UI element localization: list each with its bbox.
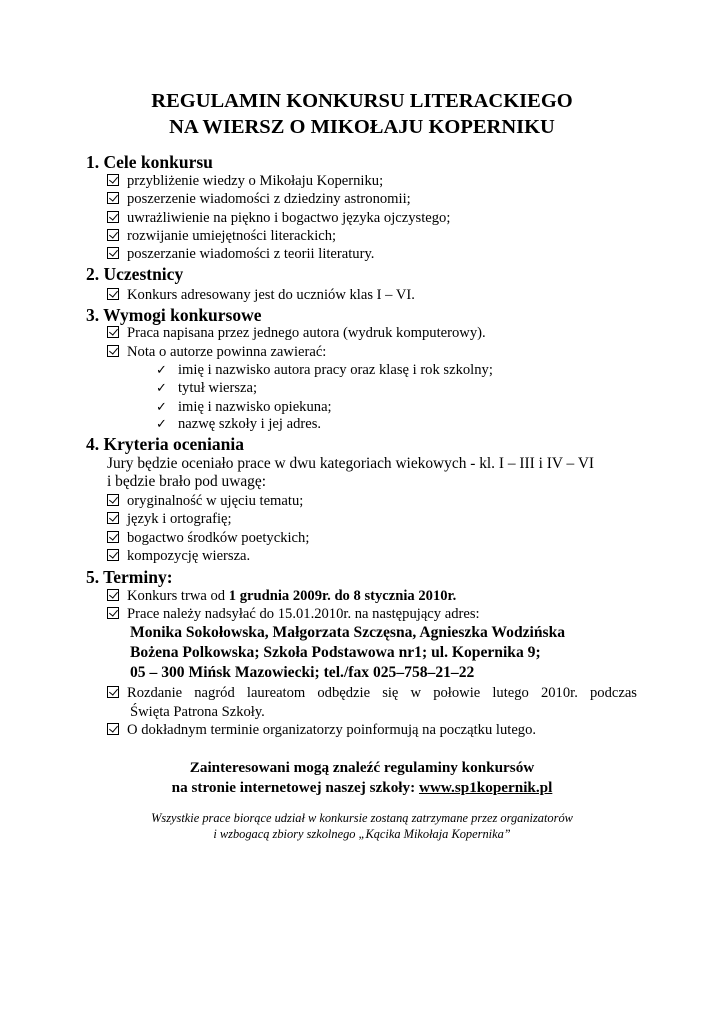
list-item: kompozycję wiersza. (107, 547, 250, 565)
footer-note-line-2: i wzbogacą zbiory szkolnego „Kącika Mikołaja Kopernika” (213, 827, 511, 841)
footer-note-line-1: Wszystkie prace biorące udział w konkursie zostaną zatrzymane przez organizatorów (151, 811, 573, 825)
list-item: Konkurs adresowany jest do uczniów klas I – VI. (107, 286, 415, 304)
sub-list-item: ✓ imię i nazwisko opiekuna; (156, 399, 332, 415)
footer-line-1: Zainteresowani mogą znaleźć regulaminy konkursów (189, 759, 535, 776)
list-item: uwrażliwienie na piękno i bogactwo języka ojczystego; (107, 209, 450, 227)
list-item: poszerzanie wiadomości z teorii literatury. (107, 245, 374, 263)
checkbox-checked-icon (107, 512, 119, 524)
award-ceremony-continuation: Święta Patrona Szkoły. (130, 704, 265, 720)
checkbox-checked-icon (107, 686, 119, 698)
list-item: Prace należy nadsyłać do 15.01.2010r. na następujący adres: (107, 605, 480, 623)
checkbox-checked-icon (107, 589, 119, 601)
list-item: język i ortografię; (107, 510, 232, 528)
list-item: oryginalność w ujęciu tematu; (107, 492, 303, 510)
contest-dates: 1 grudnia 2009r. do 8 stycznia 2010r. (228, 588, 457, 604)
sub-list-item: ✓ tytuł wiersza; (156, 380, 258, 396)
checkbox-checked-icon (107, 326, 119, 338)
address-line-2: Bożena Polkowska; Szkoła Podstawowa nr1; ul. Kopernika 9; (130, 644, 541, 661)
list-item: poszerzenie wiadomości z dziedziny astronomii; (107, 190, 411, 208)
address-line-1: Monika Sokołowska, Małgorzata Szczęsna, Agnieszka Wodzińska (130, 624, 566, 641)
footer-line-2: na stronie internetowej naszej szkoły: www.sp1kopernik.pl (171, 779, 553, 796)
list-item: Nota o autorze powinna zawierać: (107, 343, 326, 361)
list-item: bogactwo środków poetyckich; (107, 529, 309, 547)
section-heading-terminy: 5. Terminy: (86, 567, 173, 587)
list-item: Konkurs trwa od 1 grudnia 2009r. do 8 stycznia 2010r. (107, 587, 456, 605)
checkbox-checked-icon (107, 288, 119, 300)
checkbox-checked-icon (107, 247, 119, 259)
list-item: rozwijanie umiejętności literackich; (107, 227, 336, 245)
checkbox-checked-icon (107, 549, 119, 561)
check-mark-icon: ✓ (156, 363, 167, 378)
check-mark-icon: ✓ (156, 400, 167, 415)
address-line-3: 05 – 300 Mińsk Mazowiecki; tel./fax 025–758–21–22 (130, 664, 475, 681)
sub-list-item: ✓ nazwę szkoły i jej adres. (156, 416, 322, 432)
checkbox-checked-icon (107, 607, 119, 619)
checkbox-checked-icon (107, 531, 119, 543)
criteria-intro-line-1: Jury będzie oceniało prace w dwu kategoriach wiekowych - kl. I – III i IV – VI (107, 455, 595, 472)
section-heading-cele: 1. Cele konkursu (86, 152, 213, 172)
section-heading-kryteria: 4. Kryteria oceniania (86, 434, 244, 454)
checkbox-checked-icon (107, 494, 119, 506)
list-item: Praca napisana przez jednego autora (wydruk komputerowy). (107, 324, 486, 342)
check-mark-icon: ✓ (156, 381, 167, 396)
check-mark-icon: ✓ (156, 417, 167, 432)
title-line-2: NA WIERSZ O MIKOŁAJU KOPERNIKU (169, 116, 555, 138)
sub-list-item: ✓ imię i nazwisko autora pracy oraz klasę i rok szkolny; (156, 362, 493, 378)
list-item: Rozdanie nagród laureatom odbędzie się w połowie lutego 2010r. podczas (107, 684, 637, 702)
checkbox-checked-icon (107, 723, 119, 735)
checkbox-checked-icon (107, 174, 119, 186)
checkbox-checked-icon (107, 211, 119, 223)
title-line-1: REGULAMIN KONKURSU LITERACKIEGO (151, 90, 573, 112)
list-item: O dokładnym terminie organizatorzy poinformują na początku lutego. (107, 721, 536, 739)
checkbox-checked-icon (107, 192, 119, 204)
checkbox-checked-icon (107, 345, 119, 357)
school-website-link[interactable]: www.sp1kopernik.pl (418, 779, 553, 796)
document-title (0, 88, 724, 140)
criteria-intro-line-2: i będzie brało pod uwagę: (107, 473, 266, 490)
section-heading-uczestnicy: 2. Uczestnicy (86, 264, 184, 284)
checkbox-checked-icon (107, 229, 119, 241)
section-heading-wymogi: 3. Wymogi konkursowe (86, 305, 262, 325)
list-item: przybliżenie wiedzy o Mikołaju Koperniku; (107, 172, 383, 190)
